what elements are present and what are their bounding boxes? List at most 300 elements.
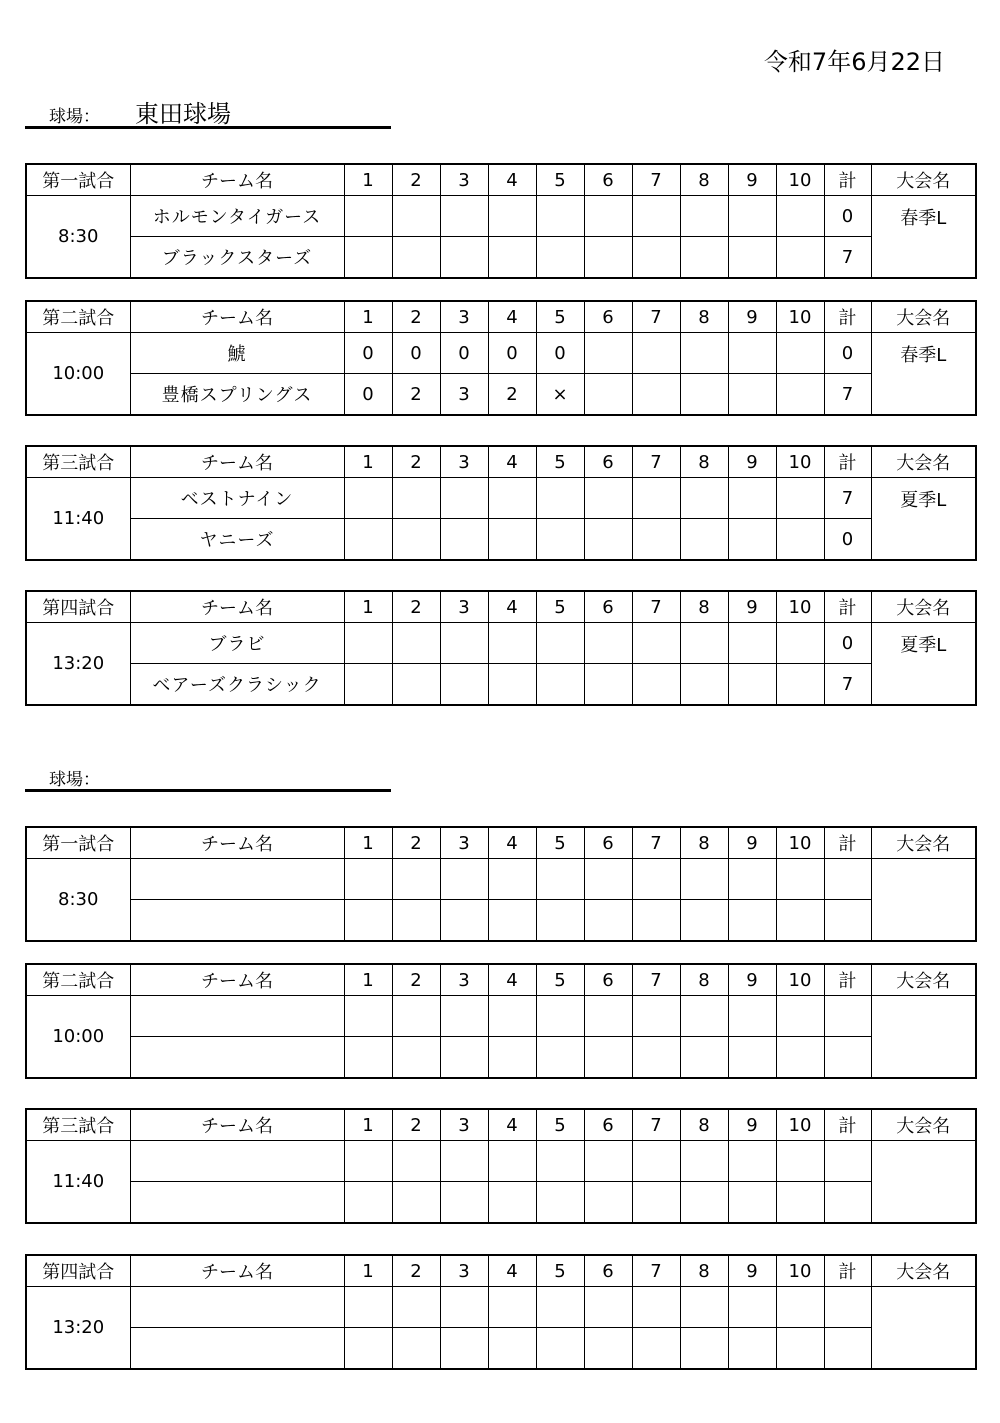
inning-score: [344, 623, 392, 664]
team-name: [130, 1287, 344, 1328]
inning-score: [632, 1328, 680, 1370]
inning-score: [344, 1037, 392, 1079]
total-score: 7: [824, 237, 871, 279]
inning-score: [776, 237, 824, 279]
inning-score: [632, 1141, 680, 1182]
header-row: [26, 301, 976, 333]
team-row: [26, 900, 976, 942]
team-name: [130, 996, 344, 1037]
inning-score: [440, 623, 488, 664]
inning-score: [344, 1328, 392, 1370]
total-column-header: 計: [824, 964, 871, 996]
inning-score: [440, 859, 488, 900]
total-column-header: 計: [824, 827, 871, 859]
inning-header: 6: [584, 964, 632, 996]
team-row: [26, 196, 976, 237]
game-scoreboard: [25, 300, 977, 416]
tournament-name: [871, 1141, 976, 1224]
team-row: [26, 1141, 976, 1182]
inning-score: [776, 478, 824, 519]
inning-header: 7: [632, 1109, 680, 1141]
inning-score: [584, 478, 632, 519]
team-row: [26, 478, 976, 519]
header-row: [26, 964, 976, 996]
inning-score: [536, 1037, 584, 1079]
inning-score: 2: [488, 374, 536, 416]
tournament-name: 春季L: [871, 333, 976, 416]
total-score: [824, 1182, 871, 1224]
game-title: 第二試合: [26, 964, 130, 996]
inning-score: [728, 900, 776, 942]
team-row: [26, 333, 976, 374]
team-name: 鯱: [130, 333, 344, 374]
inning-score: [536, 859, 584, 900]
inning-header: 10: [776, 1255, 824, 1287]
inning-header: 7: [632, 827, 680, 859]
inning-score: [728, 996, 776, 1037]
inning-score: ×: [536, 374, 584, 416]
inning-score: [536, 478, 584, 519]
team-column-header: チーム名: [130, 1109, 344, 1141]
team-row: [26, 1037, 976, 1079]
team-name: ヤニーズ: [130, 519, 344, 561]
inning-score: [584, 859, 632, 900]
game-scoreboard: [25, 163, 977, 279]
inning-score: [344, 196, 392, 237]
inning-score: [584, 1182, 632, 1224]
inning-score: [680, 1037, 728, 1079]
team-row: [26, 374, 976, 416]
inning-score: [584, 623, 632, 664]
team-row: [26, 1182, 976, 1224]
inning-score: [632, 1037, 680, 1079]
inning-header: 6: [584, 301, 632, 333]
inning-header: 9: [728, 301, 776, 333]
inning-header: 8: [680, 1255, 728, 1287]
inning-score: [680, 374, 728, 416]
tournament-column-header: 大会名: [871, 964, 976, 996]
total-score: [824, 1141, 871, 1182]
inning-score: [728, 1287, 776, 1328]
total-score: [824, 859, 871, 900]
inning-header: 10: [776, 1109, 824, 1141]
inning-header: 4: [488, 1109, 536, 1141]
inning-score: [344, 859, 392, 900]
tournament-column-header: 大会名: [871, 591, 976, 623]
game-title: 第一試合: [26, 164, 130, 196]
inning-header: 10: [776, 301, 824, 333]
inning-score: [440, 519, 488, 561]
inning-score: [392, 519, 440, 561]
inning-score: [632, 1182, 680, 1224]
inning-score: [584, 519, 632, 561]
inning-score: [584, 1328, 632, 1370]
inning-score: [392, 1328, 440, 1370]
inning-score: [680, 237, 728, 279]
header-row: [26, 1109, 976, 1141]
total-score: 7: [824, 664, 871, 706]
total-score: 7: [824, 478, 871, 519]
venue-name: 東田球場: [135, 100, 231, 128]
tournament-column-header: 大会名: [871, 1109, 976, 1141]
team-column-header: チーム名: [130, 446, 344, 478]
total-score: [824, 1328, 871, 1370]
inning-score: [632, 623, 680, 664]
total-column-header: 計: [824, 301, 871, 333]
inning-score: [680, 623, 728, 664]
team-name: [130, 1141, 344, 1182]
inning-score: [776, 859, 824, 900]
inning-header: 8: [680, 1109, 728, 1141]
game-scoreboard: [25, 590, 977, 706]
inning-score: [680, 859, 728, 900]
inning-score: [776, 996, 824, 1037]
game-time: 11:40: [26, 1141, 130, 1224]
inning-score: [584, 196, 632, 237]
inning-score: 0: [392, 333, 440, 374]
inning-header: 3: [440, 827, 488, 859]
inning-header: 7: [632, 1255, 680, 1287]
inning-header: 9: [728, 964, 776, 996]
inning-header: 1: [344, 446, 392, 478]
inning-header: 7: [632, 301, 680, 333]
inning-header: 3: [440, 964, 488, 996]
team-name: ベストナイン: [130, 478, 344, 519]
inning-score: [776, 196, 824, 237]
inning-score: [776, 1287, 824, 1328]
game-title: 第三試合: [26, 1109, 130, 1141]
inning-score: [392, 900, 440, 942]
inning-header: 4: [488, 964, 536, 996]
team-column-header: チーム名: [130, 827, 344, 859]
game-title: 第三試合: [26, 446, 130, 478]
inning-header: 6: [584, 827, 632, 859]
inning-header: 3: [440, 164, 488, 196]
game-title: 第四試合: [26, 1255, 130, 1287]
inning-header: 9: [728, 1109, 776, 1141]
inning-header: 2: [392, 1109, 440, 1141]
inning-header: 8: [680, 964, 728, 996]
inning-score: 0: [536, 333, 584, 374]
inning-header: 5: [536, 164, 584, 196]
inning-score: [440, 478, 488, 519]
team-name: [130, 900, 344, 942]
inning-score: [632, 1287, 680, 1328]
total-column-header: 計: [824, 164, 871, 196]
team-column-header: チーム名: [130, 301, 344, 333]
inning-score: [728, 478, 776, 519]
inning-score: [344, 1287, 392, 1328]
inning-score: [392, 859, 440, 900]
tournament-column-header: 大会名: [871, 1255, 976, 1287]
inning-header: 8: [680, 446, 728, 478]
inning-header: 8: [680, 827, 728, 859]
inning-score: [632, 237, 680, 279]
inning-score: [344, 900, 392, 942]
game-scoreboard: [25, 1254, 977, 1370]
inning-header: 5: [536, 301, 584, 333]
inning-score: [536, 664, 584, 706]
inning-header: 10: [776, 591, 824, 623]
game-time: 13:20: [26, 623, 130, 706]
game-time: 11:40: [26, 478, 130, 561]
inning-score: [440, 1141, 488, 1182]
inning-score: [680, 900, 728, 942]
team-row: [26, 519, 976, 561]
inning-header: 7: [632, 591, 680, 623]
total-column-header: 計: [824, 591, 871, 623]
total-score: 0: [824, 196, 871, 237]
inning-header: 7: [632, 446, 680, 478]
inning-score: [488, 859, 536, 900]
inning-score: [392, 1182, 440, 1224]
inning-score: [632, 996, 680, 1037]
inning-score: [488, 1141, 536, 1182]
inning-score: 0: [440, 333, 488, 374]
inning-score: [392, 196, 440, 237]
inning-score: [728, 1037, 776, 1079]
inning-score: [488, 1328, 536, 1370]
inning-score: [632, 664, 680, 706]
inning-score: [536, 1328, 584, 1370]
team-name: ベアーズクラシック: [130, 664, 344, 706]
inning-score: [488, 1037, 536, 1079]
inning-score: [536, 900, 584, 942]
inning-header: 2: [392, 591, 440, 623]
team-column-header: チーム名: [130, 591, 344, 623]
header-row: [26, 446, 976, 478]
inning-score: [344, 1182, 392, 1224]
inning-score: [680, 196, 728, 237]
inning-score: [344, 237, 392, 279]
inning-header: 2: [392, 827, 440, 859]
inning-header: 8: [680, 301, 728, 333]
header-row: [26, 591, 976, 623]
inning-header: 7: [632, 964, 680, 996]
inning-score: [680, 1287, 728, 1328]
inning-score: [536, 196, 584, 237]
inning-header: 5: [536, 964, 584, 996]
inning-score: 0: [488, 333, 536, 374]
inning-header: 1: [344, 301, 392, 333]
inning-score: [632, 519, 680, 561]
inning-score: [584, 1141, 632, 1182]
inning-header: 1: [344, 827, 392, 859]
team-row: [26, 996, 976, 1037]
inning-score: [584, 900, 632, 942]
inning-score: [728, 1182, 776, 1224]
inning-header: 4: [488, 446, 536, 478]
inning-header: 2: [392, 164, 440, 196]
inning-header: 4: [488, 164, 536, 196]
inning-header: 6: [584, 1255, 632, 1287]
inning-score: [680, 478, 728, 519]
inning-score: [776, 1037, 824, 1079]
tournament-name: [871, 1287, 976, 1370]
inning-score: [728, 237, 776, 279]
inning-score: [584, 1287, 632, 1328]
inning-score: 3: [440, 374, 488, 416]
inning-score: [536, 623, 584, 664]
header-row: [26, 164, 976, 196]
inning-header: 6: [584, 1109, 632, 1141]
inning-header: 9: [728, 164, 776, 196]
inning-score: [392, 237, 440, 279]
inning-score: [440, 196, 488, 237]
inning-score: [392, 478, 440, 519]
tournament-name: [871, 996, 976, 1079]
date-label: 令和7年6月22日: [763, 48, 945, 76]
inning-score: [440, 1037, 488, 1079]
inning-header: 6: [584, 446, 632, 478]
inning-score: [776, 1141, 824, 1182]
team-row: [26, 623, 976, 664]
inning-score: [488, 1182, 536, 1224]
team-row: [26, 664, 976, 706]
inning-score: [776, 519, 824, 561]
inning-score: [344, 478, 392, 519]
team-row: [26, 1287, 976, 1328]
inning-score: [584, 996, 632, 1037]
inning-header: 4: [488, 827, 536, 859]
inning-header: 3: [440, 1255, 488, 1287]
inning-header: 3: [440, 446, 488, 478]
game-time: 8:30: [26, 196, 130, 279]
inning-score: [728, 664, 776, 706]
tournament-name: 春季L: [871, 196, 976, 279]
inning-header: 5: [536, 446, 584, 478]
inning-score: [776, 333, 824, 374]
inning-score: [728, 623, 776, 664]
inning-header: 1: [344, 1109, 392, 1141]
team-name: [130, 1037, 344, 1079]
game-title: 第一試合: [26, 827, 130, 859]
inning-score: [440, 996, 488, 1037]
tournament-column-header: 大会名: [871, 827, 976, 859]
inning-score: [776, 1182, 824, 1224]
tournament-name: [871, 859, 976, 942]
venue-header: [25, 755, 391, 792]
inning-score: [728, 1328, 776, 1370]
total-column-header: 計: [824, 446, 871, 478]
inning-score: [488, 900, 536, 942]
total-score: [824, 1037, 871, 1079]
inning-score: [392, 1287, 440, 1328]
team-row: [26, 237, 976, 279]
team-column-header: チーム名: [130, 164, 344, 196]
inning-score: [728, 859, 776, 900]
inning-header: 3: [440, 301, 488, 333]
team-column-header: チーム名: [130, 1255, 344, 1287]
inning-score: [776, 374, 824, 416]
team-name: ブラビ: [130, 623, 344, 664]
inning-header: 3: [440, 591, 488, 623]
inning-header: 5: [536, 591, 584, 623]
inning-header: 4: [488, 591, 536, 623]
team-name: [130, 1182, 344, 1224]
tournament-name: 夏季L: [871, 478, 976, 561]
inning-header: 4: [488, 1255, 536, 1287]
inning-header: 8: [680, 164, 728, 196]
game-time: 10:00: [26, 996, 130, 1079]
inning-score: 2: [392, 374, 440, 416]
inning-score: 0: [344, 333, 392, 374]
inning-score: [632, 374, 680, 416]
inning-score: [392, 623, 440, 664]
venue-label: 球場：: [49, 107, 100, 127]
game-time: 13:20: [26, 1287, 130, 1370]
inning-header: 1: [344, 591, 392, 623]
inning-score: 0: [344, 374, 392, 416]
inning-score: [344, 1141, 392, 1182]
inning-header: 7: [632, 164, 680, 196]
inning-header: 2: [392, 301, 440, 333]
inning-score: [776, 664, 824, 706]
total-column-header: 計: [824, 1255, 871, 1287]
inning-score: [488, 996, 536, 1037]
inning-header: 6: [584, 591, 632, 623]
inning-score: [680, 996, 728, 1037]
tournament-column-header: 大会名: [871, 164, 976, 196]
game-title: 第四試合: [26, 591, 130, 623]
game-scoreboard: [25, 826, 977, 942]
inning-header: 5: [536, 1255, 584, 1287]
inning-score: [488, 1287, 536, 1328]
inning-score: [680, 1182, 728, 1224]
game-scoreboard: [25, 445, 977, 561]
inning-score: [632, 333, 680, 374]
inning-score: [536, 1182, 584, 1224]
inning-header: 9: [728, 446, 776, 478]
inning-score: [680, 1141, 728, 1182]
inning-score: [680, 664, 728, 706]
inning-header: 8: [680, 591, 728, 623]
inning-score: [536, 1141, 584, 1182]
tournament-name: 夏季L: [871, 623, 976, 706]
inning-score: [392, 1141, 440, 1182]
inning-score: [536, 519, 584, 561]
inning-header: 5: [536, 827, 584, 859]
inning-score: [680, 1328, 728, 1370]
total-score: [824, 996, 871, 1037]
inning-score: [584, 1037, 632, 1079]
inning-score: [728, 333, 776, 374]
header-row: [26, 827, 976, 859]
total-score: [824, 1287, 871, 1328]
inning-score: [344, 664, 392, 706]
inning-header: 10: [776, 964, 824, 996]
team-name: [130, 1328, 344, 1370]
inning-score: [632, 196, 680, 237]
header-row: [26, 1255, 976, 1287]
inning-score: [680, 333, 728, 374]
game-scoreboard: [25, 963, 977, 1079]
inning-score: [392, 664, 440, 706]
inning-score: [440, 900, 488, 942]
inning-score: [440, 664, 488, 706]
inning-score: [440, 1287, 488, 1328]
inning-score: [584, 333, 632, 374]
inning-score: [536, 996, 584, 1037]
game-time: 8:30: [26, 859, 130, 942]
inning-score: [488, 196, 536, 237]
inning-score: [488, 664, 536, 706]
inning-score: [440, 1328, 488, 1370]
total-score: 7: [824, 374, 871, 416]
inning-score: [632, 478, 680, 519]
inning-score: [344, 996, 392, 1037]
inning-header: 5: [536, 1109, 584, 1141]
